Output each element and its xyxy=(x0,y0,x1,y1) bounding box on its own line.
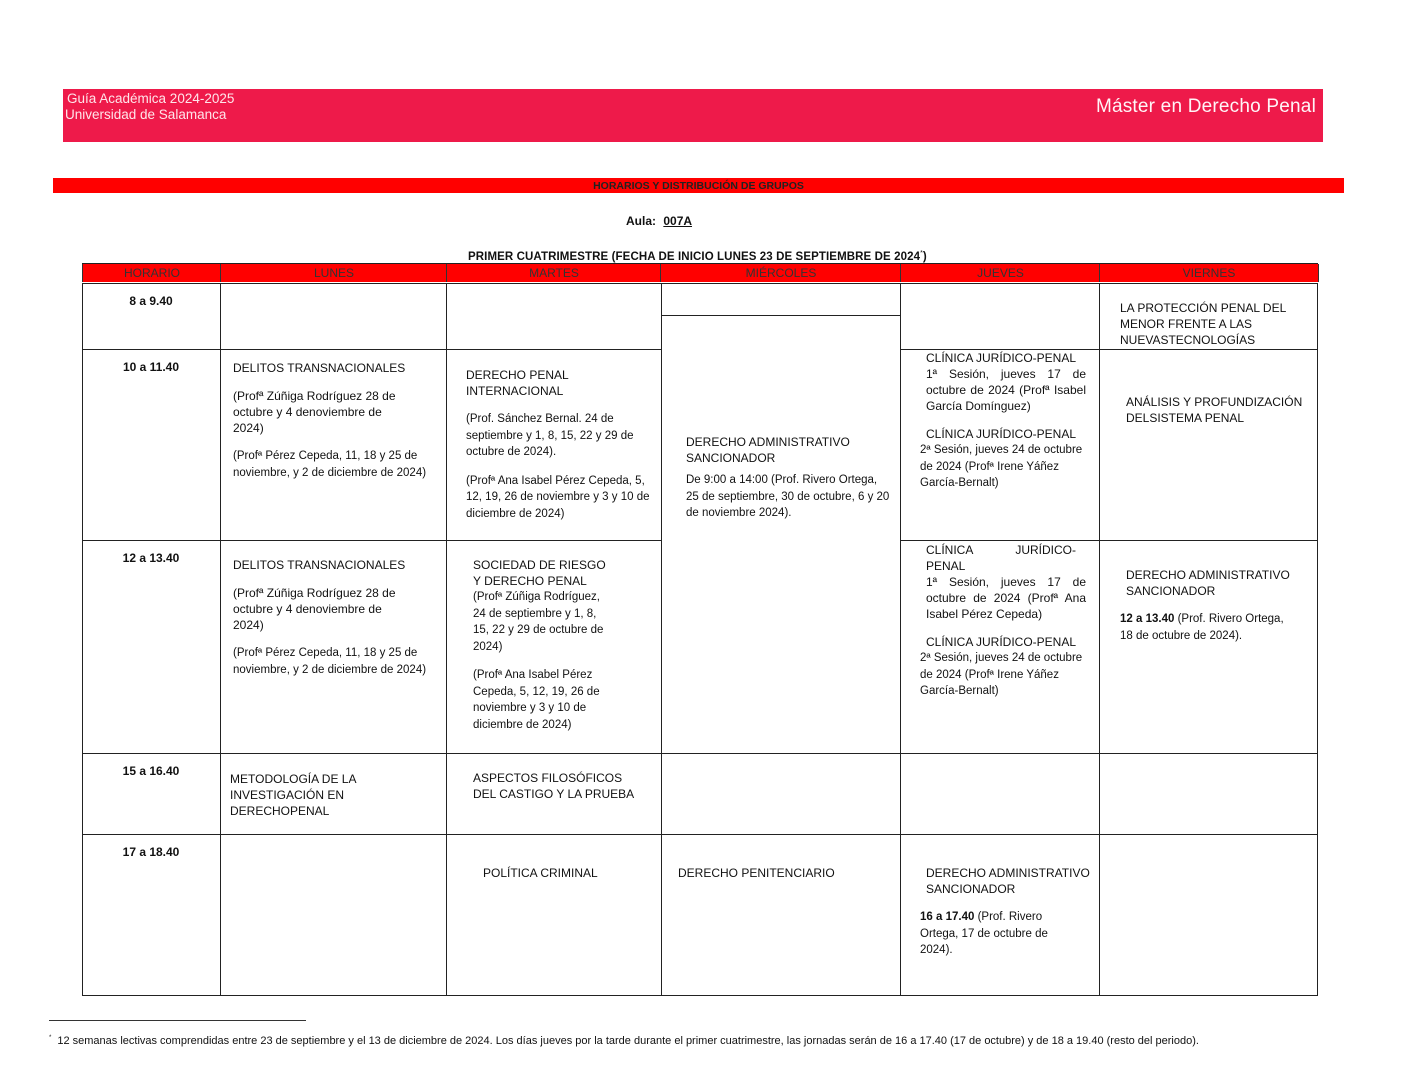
course-title: CLÍNICA JURÍDICO-PENAL xyxy=(926,543,1076,573)
course-title: ANÁLISIS Y PROFUNDIZACIÓN DELSISTEMA PENAL xyxy=(1126,395,1303,425)
course-teacher: (Profª Zúñiga Rodríguez 28 de octubre y 4 denoviembre de 2024) xyxy=(233,389,396,435)
course-time: 12 a 13.40 xyxy=(1120,613,1175,625)
course-session: 1ª Sesión, jueves 17 de octubre de 2024 (Profª Isabel García Domínguez) xyxy=(926,367,1086,413)
classroom-value: 007A xyxy=(663,214,693,228)
course-title: LA PROTECCIÓN PENAL DEL MENOR FRENTE A LAS NUEVASTECNOLOGÍAS xyxy=(1120,301,1286,347)
footnote-separator xyxy=(49,1020,306,1021)
cell-mon-12 xyxy=(233,557,433,678)
guide-info xyxy=(65,91,234,123)
time-slot-4: 15 a 16.40 xyxy=(122,764,180,778)
course-title: DELITOS TRANSNACIONALES xyxy=(233,361,406,375)
course-teacher: (Profª Zúñiga Rodríguez 28 de octubre y 4 denoviembre de 2024) xyxy=(233,586,396,632)
university-name: Universidad de Salamanca xyxy=(65,107,227,122)
cell-fri-10 xyxy=(1126,394,1306,426)
course-teacher: (Profª Pérez Cepeda, 11, 18 y 25 de noviembre, y 2 de diciembre de 2024) xyxy=(233,450,427,479)
course-title: SOCIEDAD DE RIESGO Y DERECHO PENAL xyxy=(473,558,606,588)
cell-thu-10 xyxy=(920,350,1086,492)
course-title: DERECHO PENAL INTERNACIONAL xyxy=(466,368,569,398)
course-session: 2ª Sesión, jueves 24 de octubre de 2024 (Profª Irene Yáñez García-Bernalt) xyxy=(920,444,1083,489)
cell-tue-10 xyxy=(466,367,654,522)
semester-note-mark: * xyxy=(920,250,923,257)
course-schedule: De 9:00 a 14:00 (Prof. Rivero Ortega, 25 de septiembre, 30 de octubre, 6 y 20 de noviembre 2024). xyxy=(686,474,890,519)
course-title: DERECHO ADMINISTRATIVO SANCIONADOR xyxy=(686,435,850,465)
section-title: HORARIOS Y DISTRIBUCIÓN DE GRUPOS xyxy=(53,178,1344,193)
footnote-mark: * xyxy=(49,1035,52,1042)
time-slot-5: 17 a 18.40 xyxy=(122,845,180,859)
col-header-lunes: LUNES xyxy=(220,264,447,282)
cell-thu-12 xyxy=(920,542,1086,700)
course-session: 1ª Sesión, jueves 17 de octubre de 2024 (Profª Ana Isabel Pérez Cepeda) xyxy=(926,575,1086,621)
cell-wed-17 xyxy=(678,865,888,881)
course-teacher: (Prof. Rivero Ortega, 18 de octubre de 2024). xyxy=(1120,613,1284,642)
cell-mon-15 xyxy=(230,771,445,819)
cell-mon-10 xyxy=(233,360,433,481)
semester-title: PRIMER CUATRIMESTRE (FECHA DE INICIO LUNES 23 DE SEPTIEMBRE DE 2024*) xyxy=(468,250,927,263)
course-title: ASPECTOS FILOSÓFICOS DEL CASTIGO Y LA PRUEBA xyxy=(473,771,635,801)
time-slot-1: 8 a 9.40 xyxy=(129,294,173,308)
time-slot-2: 10 a 11.40 xyxy=(122,360,180,374)
cell-thu-17 xyxy=(920,865,1095,959)
col-header-miercoles: MIÉRCOLES xyxy=(660,264,901,282)
classroom xyxy=(626,214,692,228)
course-title: CLÍNICA JURÍDICO-PENAL xyxy=(926,427,1077,441)
course-teacher: (Prof. Rivero Ortega, 17 de octubre de 2024). xyxy=(920,911,1048,956)
footnote-text: 12 semanas lectivas comprendidas entre 23 de septiembre y el 13 de diciembre de 2024. Los días jueves por la tarde durante el primer cuatrimestre, las jornadas serán de 16 a 17.40 (17 de octubre) y de 18 a 19.40 (resto del periodo). xyxy=(57,1035,1199,1047)
course-time: 16 a 17.40 xyxy=(920,911,975,923)
footnote xyxy=(49,1035,1199,1047)
semester-title-text: PRIMER CUATRIMESTRE (FECHA DE INICIO LUNES 23 DE SEPTIEMBRE DE 2024 xyxy=(468,250,921,263)
course-title: DELITOS TRANSNACIONALES xyxy=(233,558,406,572)
cell-fri-8 xyxy=(1120,300,1305,348)
course-teacher: (Prof. Sánchez Bernal. 24 de septiembre y 1, 8, 15, 22 y 29 de octubre de 2024). xyxy=(466,413,634,458)
course-title: DERECHO PENITENCIARIO xyxy=(678,866,835,880)
time-slot-3: 12 a 13.40 xyxy=(122,551,180,565)
course-session: 2ª Sesión, jueves 24 de octubre de 2024 (Profª Irene Yáñez García-Bernalt) xyxy=(920,652,1083,697)
cell-fri-12 xyxy=(1120,567,1305,644)
course-teacher: (Profª Pérez Cepeda, 11, 18 y 25 de noviembre, y 2 de diciembre de 2024) xyxy=(233,647,427,676)
col-header-jueves: JUEVES xyxy=(900,264,1100,282)
course-teacher: (Profª Ana Isabel Pérez Cepeda, 5, 12, 19, 26 de noviembre y 3 y 10 de diciembre de 2024) xyxy=(466,474,650,520)
col-header-viernes: VIERNES xyxy=(1099,264,1319,282)
classroom-label: Aula: xyxy=(626,214,656,228)
col-header-horario: HORARIO xyxy=(82,264,221,282)
cell-tue-15 xyxy=(473,770,638,802)
guide-title: Guía Académica 2024-2025 xyxy=(67,91,235,106)
course-title: CLÍNICA JURÍDICO-PENAL xyxy=(926,635,1077,649)
course-title: POLÍTICA CRIMINAL xyxy=(483,866,598,880)
course-title: DERECHO ADMINISTRATIVO SANCIONADOR xyxy=(926,866,1090,896)
course-teacher: (Profª Zúñiga Rodríguez, 24 de septiembre y 1, 8, 15, 22 y 29 de octubre de 2024) xyxy=(473,591,604,653)
course-title: METODOLOGÍA DE LA INVESTIGACIÓN EN DERECHOPENAL xyxy=(230,772,356,818)
cell-wed-morning xyxy=(686,434,893,522)
course-teacher: (Profª Ana Isabel Pérez Cepeda, 5, 12, 19, 26 de noviembre y 3 y 10 de diciembre de 2024) xyxy=(473,669,600,731)
course-title: DERECHO ADMINISTRATIVO SANCIONADOR xyxy=(1126,568,1290,598)
cell-tue-12 xyxy=(473,557,613,733)
cell-tue-17 xyxy=(483,865,653,881)
program-title: Máster en Derecho Penal xyxy=(1095,96,1316,117)
col-header-martes: MARTES xyxy=(446,264,661,282)
course-title: CLÍNICA JURÍDICO-PENAL xyxy=(926,351,1077,365)
header-banner xyxy=(63,89,1323,142)
